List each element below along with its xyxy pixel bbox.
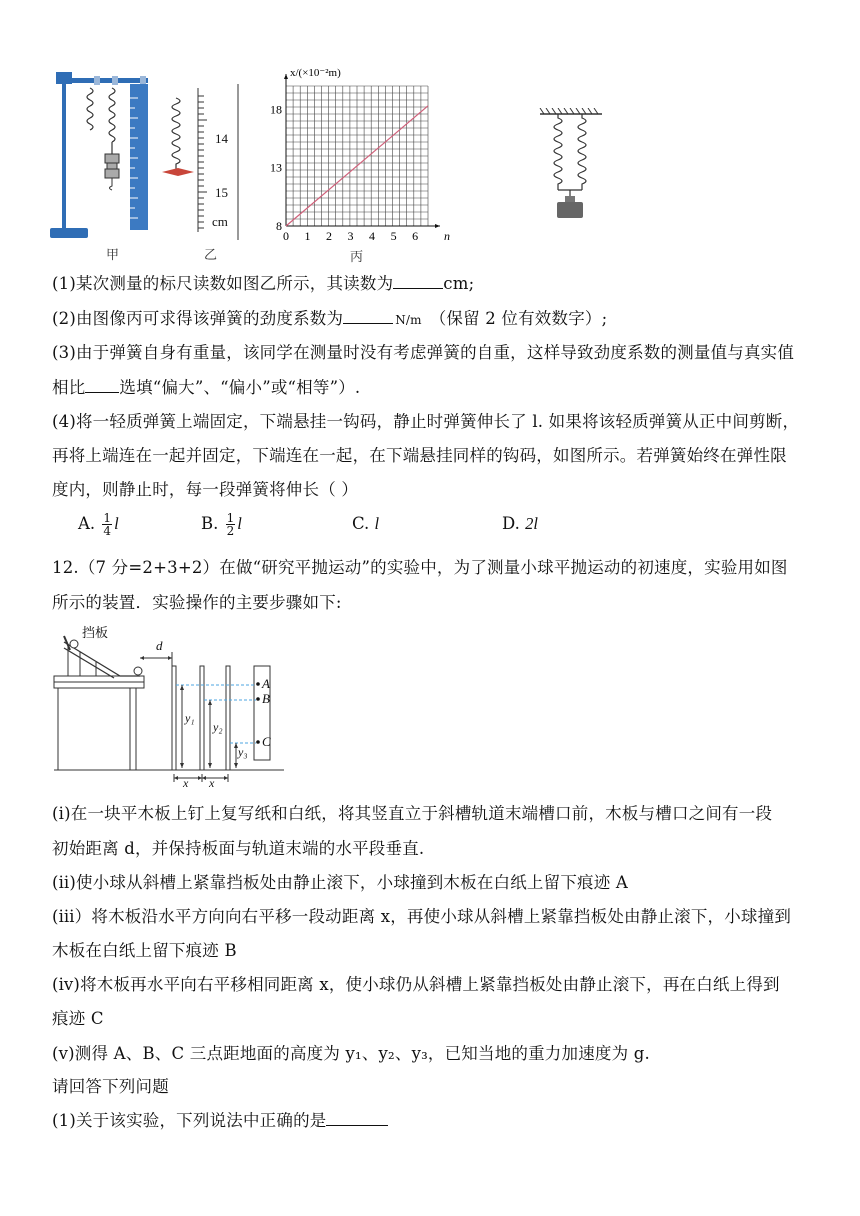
x-tick-label: 6 [412,229,419,243]
q12-step1-line2: 初始距离 d，并保持板面与轨道末端的水平段垂直. [52,839,425,858]
figure-label-y3: y₃ [238,745,248,759]
q11-part2-unit: N/m [395,313,422,327]
q11-part1-blank[interactable] [393,272,443,289]
option-a-fraction [102,512,112,537]
option-b-var: l [237,514,242,533]
x-tick-label: 1 [304,229,311,243]
x-axis-arrow [435,224,440,228]
q12-step5: (ⅴ)测得 A、B、C 三点距地面的高度为 y₁、y₂、y₃，已知当地的重力加速度为 g. [52,1044,650,1063]
option-a-numerator: 1 [103,511,112,525]
q11-part1-text: (1)某次测量的标尺读数如图乙所示，其读数为 [52,274,394,293]
q11-part3-line1: (3)由于弹簧自身有重量，该同学在测量时没有考虑弹簧的自重，这样导致劲度系数的测量值与真实值 [52,343,795,362]
option-a-label: A. [78,514,96,533]
option-d[interactable] [502,512,538,536]
y-tick-label: 8 [276,219,282,233]
figure-label-x1: x [183,776,189,790]
figure-label-c: C [262,734,271,749]
option-a-denominator: 4 [103,524,112,538]
q12-step4-line2: 痕迹 C [52,1009,104,1028]
figure-bing-chart [264,64,454,264]
option-b-label: B. [201,514,219,533]
option-b[interactable] [201,512,242,537]
q12-step4-line1: (ⅳ)将木板再水平向右平移相同距离 x，使小球仍从斜槽上紧靠挡板处由静止滚下，再在白纸上得到 [52,975,780,994]
figure-label-x2: x [209,776,215,790]
figure-yi-unit: cm [212,214,228,229]
q12-step1-line1: (ⅰ)在一块平木板上钉上复写纸和白纸，将其竖直立于斜槽轨道末端槽口前，木板与槽口之间有一段 [52,804,773,823]
q11-part3-prefix: 相比 [52,378,86,397]
figure-yi-tick-15: 15 [215,185,228,200]
y-tick-label: 13 [270,160,282,175]
q12-ask: 请回答下列问题 [52,1077,169,1096]
q11-part3-line2 [52,376,360,400]
figure-jia-spring-stand [50,68,160,258]
option-a-var: l [114,514,119,533]
q11-part3-suffix: 选填“偏大”、“偏小”或“相等”）. [119,378,361,397]
x-tick-label: 3 [347,229,354,243]
option-c[interactable] [352,512,379,536]
option-d-value: 2l [525,514,538,533]
q11-part1 [52,272,474,296]
q12-question1-text: (1)关于该实验，下列说法中正确的是 [52,1111,327,1130]
q12-intro-line2: 所示的装置．实验操作的主要步骤如下: [52,593,342,612]
q11-part4-line1: (4)将一轻质弹簧上端固定，下端悬挂一钩码，静止时弹簧伸长了 l. 如果将该轻质弹簧从正中间剪断， [52,412,800,431]
option-a[interactable] [78,512,119,537]
option-b-fraction [226,512,236,537]
figure-projectile-apparatus [50,618,290,790]
q12-step2: (ⅱ)使小球从斜槽上紧靠挡板处由静止滚下，小球撞到木板在白纸上留下痕迹 A [52,873,628,892]
option-d-label: D. [502,514,520,533]
figure-baffle-label: 挡板 [82,626,109,641]
q12-step3-line2: 木板在白纸上留下痕迹 B [52,941,237,960]
q11-part3-blank[interactable] [85,376,119,393]
figure-yi-caption: 乙 [204,247,218,262]
q11-part4-line2: 再将上端连在一起并固定，下端连在一起，在下端悬挂同样的钩码，如图所示。若弹簧始终在弹性限 [52,446,787,465]
x-tick-label: 2 [326,229,333,243]
option-b-denominator: 2 [226,524,235,538]
option-c-label: C. [352,514,370,533]
figure-label-d: d [156,638,163,653]
q12-intro-line1: 12.（7 分=2+3+2）在做“研究平抛运动”的实验中，为了测量小球平抛运动的初速度，实验用如图 [52,558,788,577]
option-c-value: l [374,514,380,533]
x-tick-label: 4 [369,229,376,243]
q11-part2-blank[interactable] [343,307,393,324]
q11-part2-text: (2)由图像丙可求得该弹簧的劲度系数为 [52,309,344,328]
x-tick-label: 5 [390,229,397,243]
q12-question1-blank[interactable] [326,1109,388,1126]
figure-yi-tick-14: 14 [215,131,228,146]
y-axis-label: x/(×10⁻²m) [290,67,341,79]
figure-yi-ruler [158,84,248,244]
figure-label-a: A [262,676,270,691]
figure-double-spring [536,108,606,222]
q12-question1 [52,1109,388,1133]
figure-label-y2: y₂ [213,720,223,734]
figure-bing-caption: 丙 [350,249,364,264]
figure-label-y1: y₁ [185,711,195,725]
figure-label-b: B [262,691,270,706]
q12-step3-line1: (ⅲ）将木板沿水平方向向右平移一段动距离 x，再使小球从斜槽上紧靠挡板处由静止滚下，小球撞到 [52,907,792,926]
x-axis-label: n [444,229,450,243]
y-axis-arrow [284,74,288,79]
y-tick-label: 18 [270,102,282,117]
q11-part4-line3: 度内，则静止时，每一段弹簧将伸长（ ） [52,480,359,499]
figure-jia-caption: 甲 [106,247,120,262]
x-tick-label: 0 [283,229,289,243]
q11-part2-note: （保留 2 位有效数字）; [429,309,608,328]
option-b-numerator: 1 [226,511,235,525]
q11-part1-unit: cm; [443,274,475,293]
q11-part2 [52,307,607,332]
